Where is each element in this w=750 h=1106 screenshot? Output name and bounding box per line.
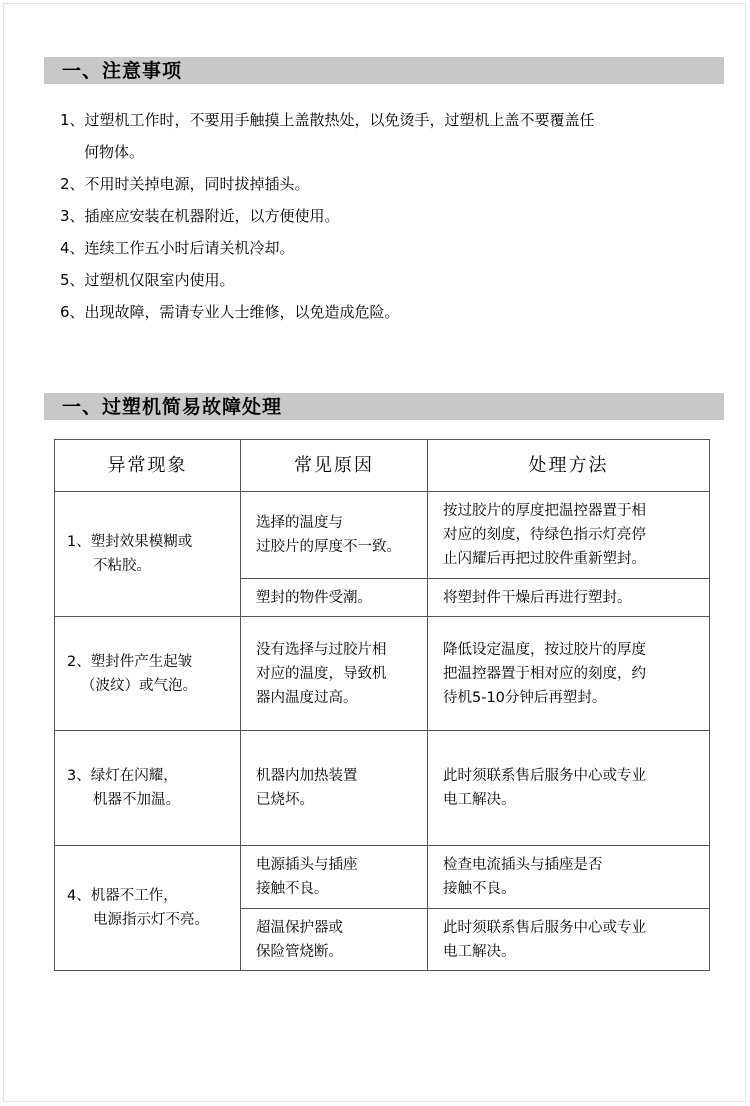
symptom-cell: 1、塑封效果模糊或 不粘胶。: [55, 492, 241, 617]
troubleshooting-table: [54, 439, 710, 971]
solution-cell: 将塑封件干燥后再进行塑封。: [428, 579, 710, 617]
table-row: [55, 846, 710, 909]
cause-cell: 超温保护器或 保险管烧断。: [241, 909, 428, 971]
section-title: 一、过塑机简易故障处理: [62, 396, 283, 418]
note-item: 4、连续工作五小时后请关机冷却。: [60, 239, 295, 257]
note-item: 5、过塑机仅限室内使用。: [60, 271, 235, 289]
cause-cell: 塑封的物件受潮。: [241, 579, 428, 617]
symptom-cell: 2、塑封件产生起皱 （波纹）或气泡。: [55, 617, 241, 731]
table-row: [55, 617, 710, 731]
cause-cell: 机器内加热装置 已烧坏。: [241, 731, 428, 846]
solution-cell: 按过胶片的厚度把温控器置于相 对应的刻度，待绿色指示灯亮停 止闪耀后再把过胶件重新塑封。: [428, 492, 710, 579]
solution-cell: 此时须联系售后服务中心或专业 电工解决。: [428, 731, 710, 846]
table-row: [55, 492, 710, 579]
column-header: 异常现象: [55, 440, 241, 492]
table-header-row: [55, 440, 710, 492]
note-item-continuation: 何物体。: [84, 143, 145, 161]
note-item: 1、过塑机工作时，不要用手触摸上盖散热处，以免烫手，过塑机上盖不要覆盖任: [60, 111, 595, 129]
note-item: 3、插座应安装在机器附近，以方便使用。: [60, 207, 340, 225]
cause-cell: 没有选择与过胶片相 对应的温度，导致机 器内温度过高。: [241, 617, 428, 731]
solution-cell: 检查电流插头与插座是否 接触不良。: [428, 846, 710, 909]
column-header: 常见原因: [241, 440, 428, 492]
note-item: 2、不用时关掉电源，同时拔掉插头。: [60, 175, 310, 193]
column-header: 处理方法: [428, 440, 710, 492]
solution-cell: 此时须联系售后服务中心或专业 电工解决。: [428, 909, 710, 971]
section-header-precautions: [44, 57, 724, 84]
cause-cell: 电源插头与插座 接触不良。: [241, 846, 428, 909]
cause-cell: 选择的温度与 过胶片的厚度不一致。: [241, 492, 428, 579]
section-title: 一、注意事项: [62, 60, 183, 82]
solution-cell: 降低设定温度，按过胶片的厚度 把温控器置于相对应的刻度，约 待机5-10分钟后再塑封。: [428, 617, 710, 731]
precautions-list: [60, 104, 710, 328]
section-header-troubleshooting: [44, 393, 724, 420]
note-item: 6、出现故障，需请专业人士维修，以免造成危险。: [60, 303, 400, 321]
symptom-cell: 3、绿灯在闪耀， 机器不加温。: [55, 731, 241, 846]
table-row: [55, 731, 710, 846]
symptom-cell: 4、机器不工作， 电源指示灯不亮。: [55, 846, 241, 971]
